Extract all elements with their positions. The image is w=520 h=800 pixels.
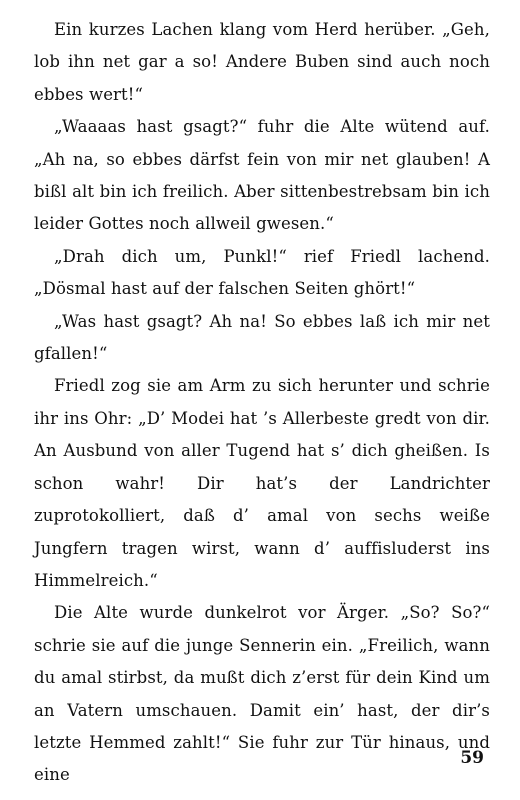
paragraph-1: Ein kurzes Lachen klang vom Herd herüber. „Geh, lob ihn net gar a so! Andere Buben sind auch noch ebbes wert!“ [34, 20, 490, 104]
paragraph-3: „Drah dich um, Punkl!“ rief Friedl lachend. „Dösmal hast auf der falschen Seiten ghört!“ [34, 246, 490, 299]
paragraph-6: Die Alte wurde dunkelrot vor Ärger. „So? So?“ schrie sie auf die junge Sennerin ein. „Freilich, wann du amal stirbst, da mußt dich z’erst für dein Kind um an Vatern umschauen. Damit ein’ hast, der dir’s letzte Hemmed zahlt!“ Sie fuhr zur Tür hinaus, und eine [34, 603, 490, 785]
body-text [34, 14, 490, 792]
page-number: 59 [460, 748, 484, 768]
paragraph-5: Friedl zog sie am Arm zu sich herunter und schrie ihr ins Ohr: „D’ Modei hat ’s Allerbeste gredt von dir. An Ausbund von aller Tugend hat s’ dich gheißen. Is schon wahr! Dir hat’s der Landrichter zuprotokolliert, daß d’ amal von sechs weiße Jungfern tragen wirst, wann d’ auffisluderst ins Himmelreich.“ [34, 376, 490, 590]
paragraph-4: „Was hast gsagt? Ah na! So ebbes laß ich mir net gfallen!“ [34, 311, 490, 364]
paragraph-2: „Waaaas hast gsagt?“ fuhr die Alte wütend auf. „Ah na, so ebbes därfst fein von mir net glauben! A bißl alt bin ich freilich. Aber sittenbestrebsam bin ich leider Gottes noch allweil gwesen.“ [34, 117, 490, 234]
